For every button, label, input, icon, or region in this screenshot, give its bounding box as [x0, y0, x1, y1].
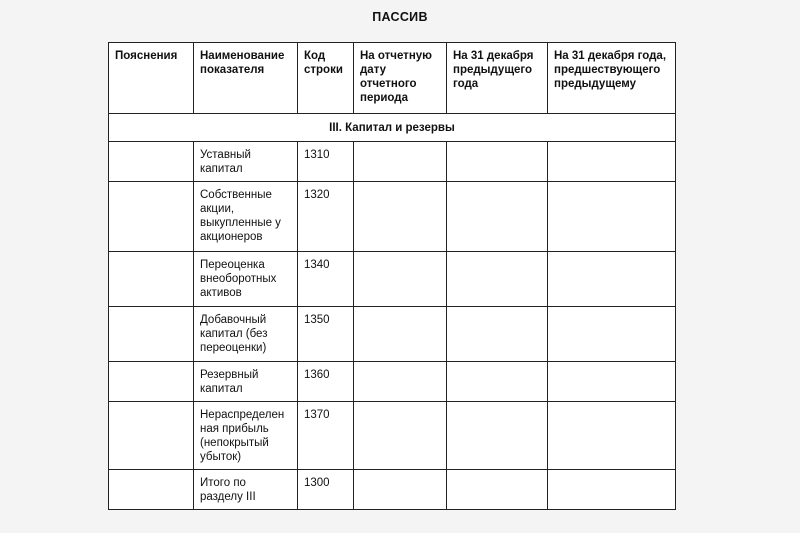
value-prev-year-cell[interactable]	[447, 182, 548, 252]
value-prev-prev-year-cell[interactable]	[548, 252, 676, 307]
header-name: Наименование показателя	[194, 43, 298, 114]
table-row	[109, 470, 676, 510]
row-name: Нераспределен ная прибыль (непокрытый убыток)	[194, 402, 298, 470]
row-name: Переоценка внеоборотных активов	[194, 252, 298, 307]
value-prev-year-cell[interactable]	[447, 362, 548, 402]
table-row	[109, 402, 676, 470]
table-row	[109, 307, 676, 362]
value-current-cell[interactable]	[354, 182, 447, 252]
notes-cell[interactable]	[109, 402, 194, 470]
value-prev-year-cell[interactable]	[447, 142, 548, 182]
row-code: 1320	[298, 182, 354, 252]
value-prev-year-cell[interactable]	[447, 470, 548, 510]
notes-cell[interactable]	[109, 182, 194, 252]
value-prev-year-cell[interactable]	[447, 307, 548, 362]
notes-cell[interactable]	[109, 362, 194, 402]
notes-cell[interactable]	[109, 470, 194, 510]
row-name: Уставный капитал	[194, 142, 298, 182]
row-name: Собственные акции, выкупленные у акционеров	[194, 182, 298, 252]
page-title: ПАССИВ	[372, 10, 428, 24]
row-name: Добавочный капитал (без переоценки)	[194, 307, 298, 362]
value-prev-year-cell[interactable]	[447, 402, 548, 470]
value-prev-prev-year-cell[interactable]	[548, 182, 676, 252]
value-prev-prev-year-cell[interactable]	[548, 362, 676, 402]
value-prev-prev-year-cell[interactable]	[548, 142, 676, 182]
value-current-cell[interactable]	[354, 402, 447, 470]
row-code: 1370	[298, 402, 354, 470]
header-current-period: На отчетную дату отчетного периода	[354, 43, 447, 114]
table-row	[109, 252, 676, 307]
value-current-cell[interactable]	[354, 362, 447, 402]
row-code: 1300	[298, 470, 354, 510]
header-code: Код строки	[298, 43, 354, 114]
table-row	[109, 182, 676, 252]
row-code: 1310	[298, 142, 354, 182]
row-code: 1360	[298, 362, 354, 402]
value-prev-prev-year-cell[interactable]	[548, 470, 676, 510]
value-prev-year-cell[interactable]	[447, 252, 548, 307]
value-prev-prev-year-cell[interactable]	[548, 402, 676, 470]
value-current-cell[interactable]	[354, 470, 447, 510]
row-name: Резервный капитал	[194, 362, 298, 402]
notes-cell[interactable]	[109, 142, 194, 182]
value-prev-prev-year-cell[interactable]	[548, 307, 676, 362]
value-current-cell[interactable]	[354, 307, 447, 362]
table-row	[109, 362, 676, 402]
section-title: III. Капитал и резервы	[109, 114, 676, 142]
value-current-cell[interactable]	[354, 142, 447, 182]
header-prev-prev-year: На 31 декабря года, предшествующего предыдущему	[548, 43, 676, 114]
row-name: Итого по разделу III	[194, 470, 298, 510]
balance-table	[108, 42, 676, 510]
table-row	[109, 142, 676, 182]
header-notes: Пояснения	[109, 43, 194, 114]
value-current-cell[interactable]	[354, 252, 447, 307]
row-code: 1340	[298, 252, 354, 307]
section-row	[109, 114, 676, 142]
row-code: 1350	[298, 307, 354, 362]
header-row	[109, 43, 676, 114]
notes-cell[interactable]	[109, 307, 194, 362]
notes-cell[interactable]	[109, 252, 194, 307]
header-prev-year: На 31 декабря предыдущего года	[447, 43, 548, 114]
